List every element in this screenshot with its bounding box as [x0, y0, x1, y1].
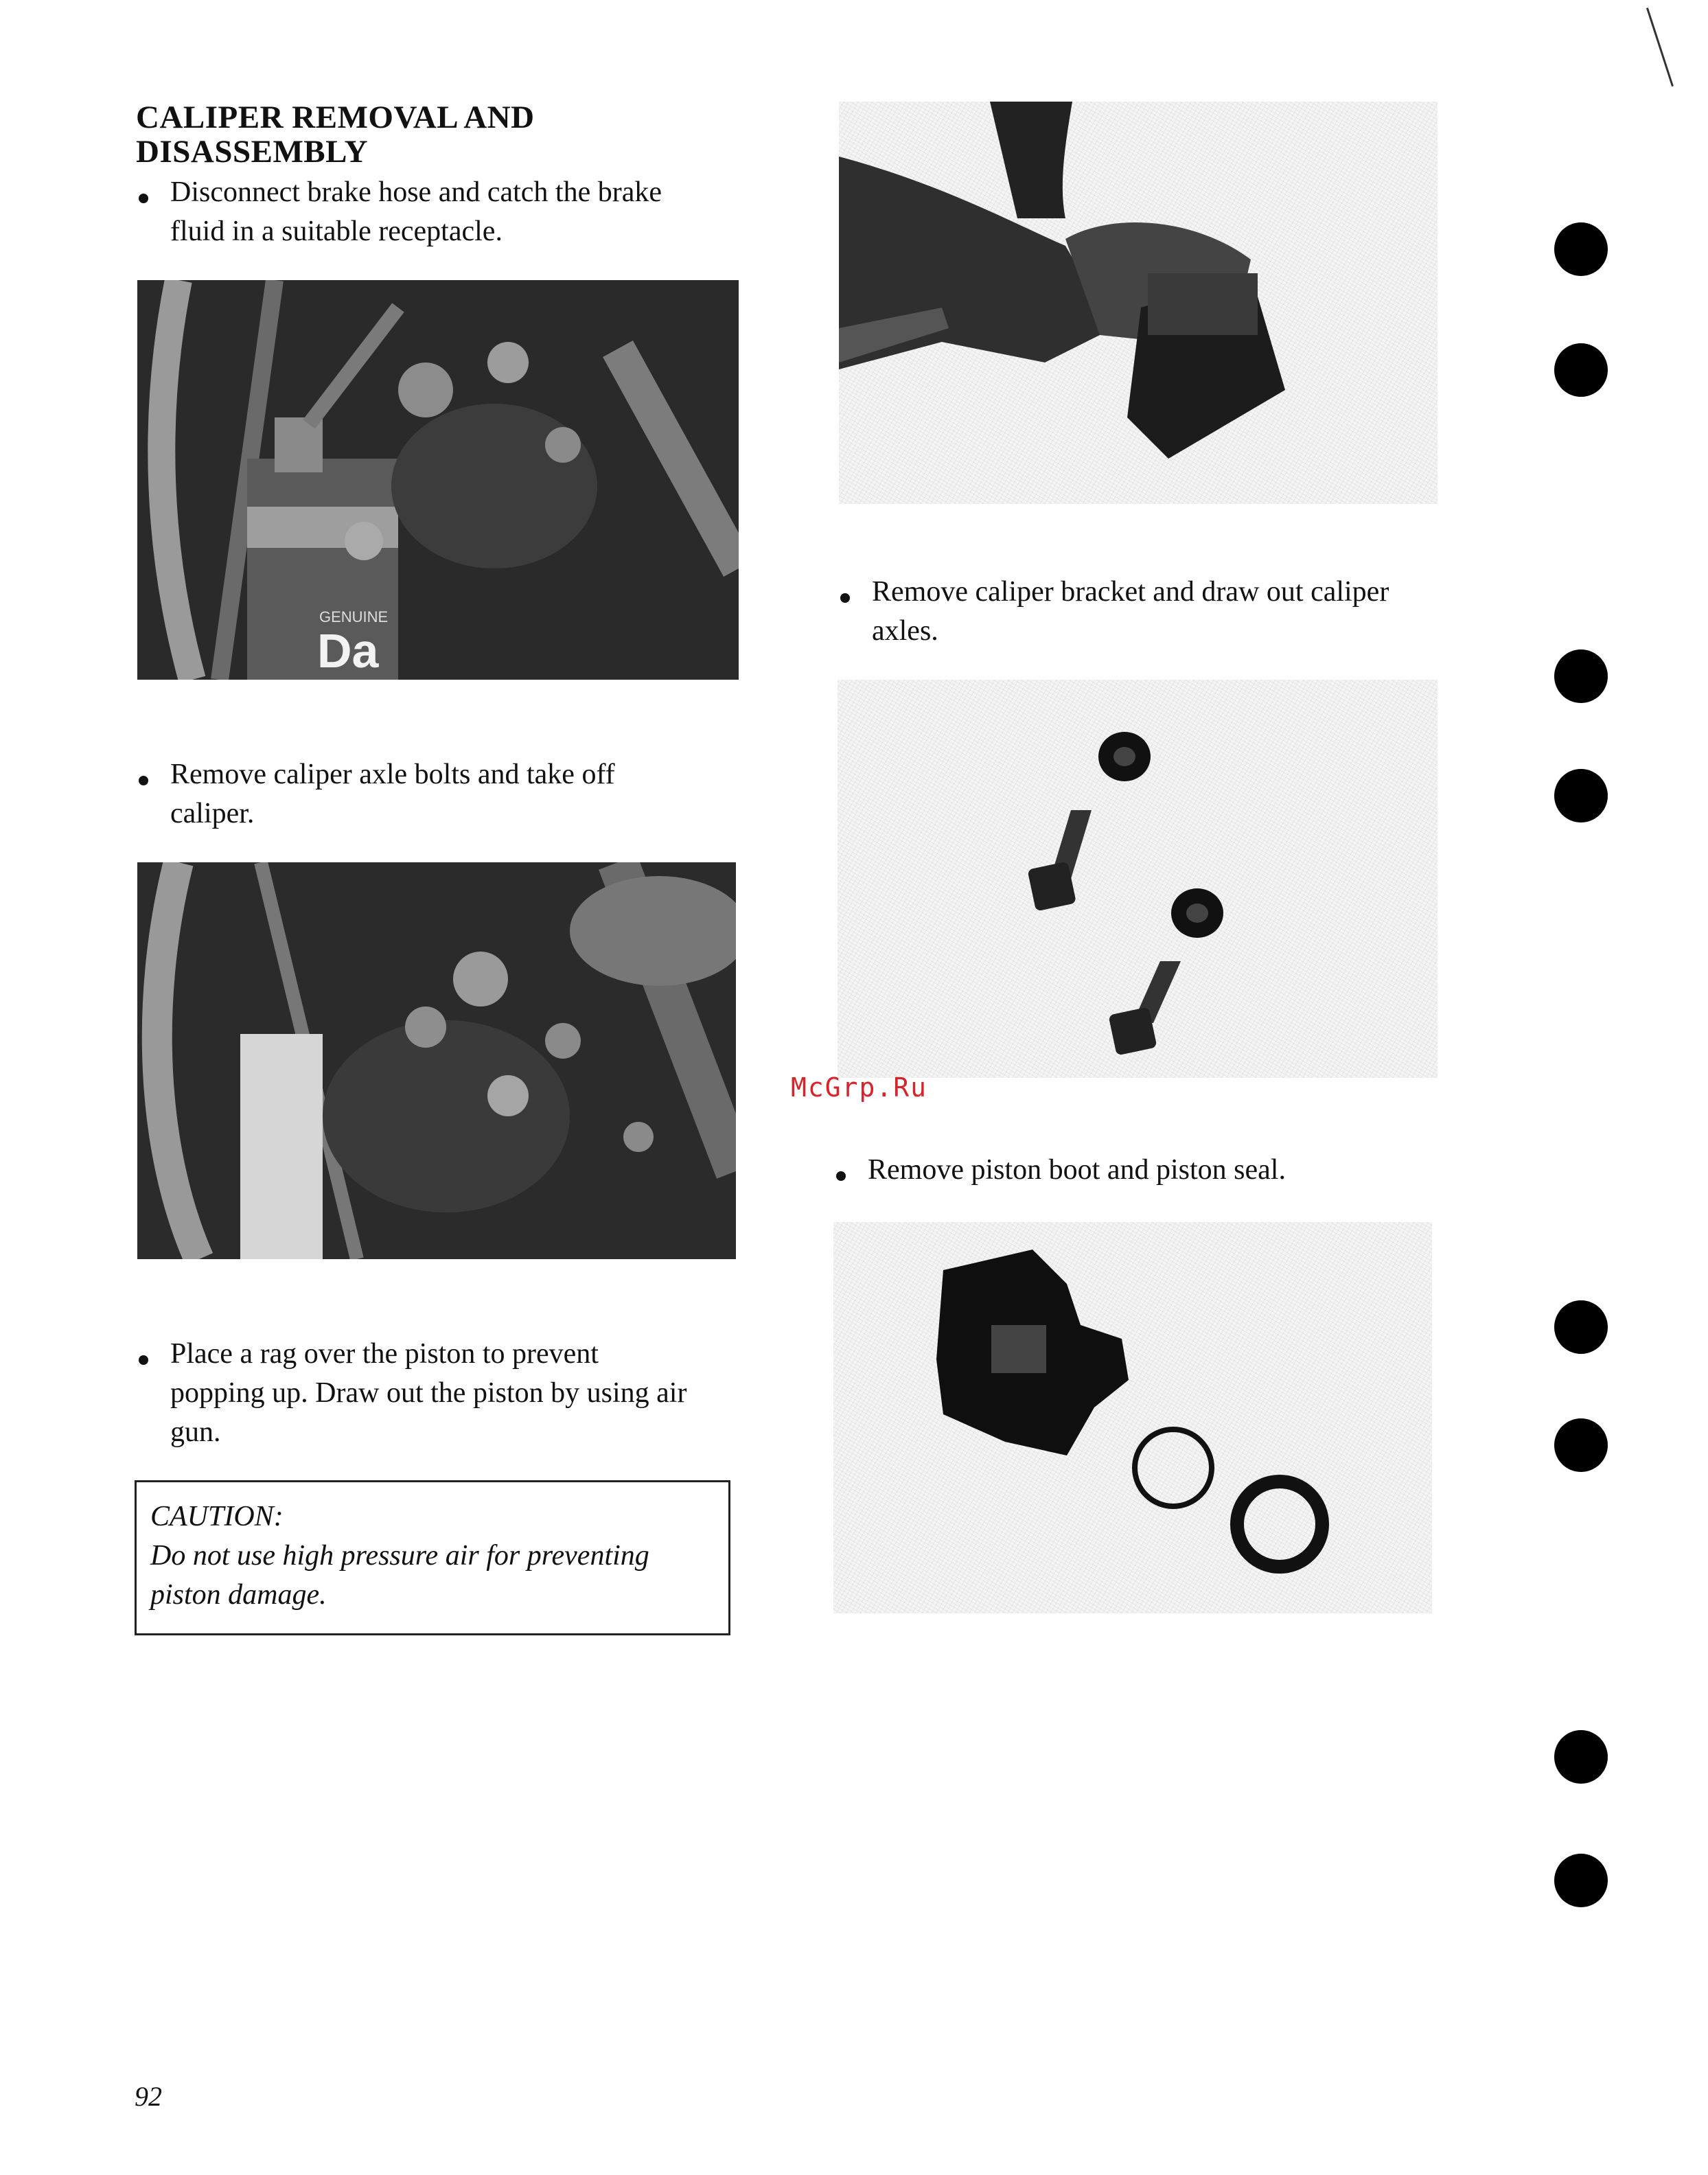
bullet-icon: [840, 593, 850, 603]
binder-hole-icon: [1554, 1854, 1608, 1907]
photo-caliper-on-fork: [137, 862, 736, 1259]
photo-removing-caliper-bracket: [839, 102, 1438, 504]
step-disconnect-hose: [136, 173, 747, 251]
binder-hole-icon: [1554, 222, 1608, 276]
step-line: axles.: [872, 615, 938, 647]
photo-piston-boot-seal: [833, 1222, 1432, 1613]
caution-title: CAUTION:: [150, 1501, 284, 1532]
can-label-brand: Da: [317, 624, 379, 678]
section-heading-line2: DISASSEMBLY: [136, 134, 369, 170]
binder-hole-icon: [1554, 1418, 1608, 1472]
step-line: Remove piston boot and piston seal.: [868, 1154, 1286, 1186]
step-line: popping up. Draw out the piston by using air: [170, 1377, 687, 1409]
step-remove-axle-bolts: [136, 755, 740, 833]
bullet-icon: [836, 1171, 846, 1181]
step-line: caliper.: [170, 798, 255, 829]
binder-hole-icon: [1554, 769, 1608, 822]
step-line: fluid in a suitable receptacle.: [170, 216, 503, 247]
caution-line: piston damage.: [150, 1579, 327, 1611]
step-line: gun.: [170, 1416, 221, 1448]
can-label-genuine: GENUINE: [319, 608, 389, 625]
page-number: 92: [135, 2081, 162, 2112]
caution-box: [135, 1480, 730, 1635]
step-remove-bracket: [838, 573, 1442, 651]
photo-caliper-axles: [838, 680, 1438, 1078]
scan-mark: [1646, 8, 1674, 87]
bullet-icon: [139, 194, 148, 203]
section-heading-line1: CALIPER REMOVAL AND: [136, 100, 535, 135]
caution-line: Do not use high pressure air for preventing: [150, 1540, 649, 1572]
step-line: Remove caliper axle bolts and take off: [170, 759, 615, 790]
step-draw-out-piston: [136, 1335, 739, 1452]
watermark-text: McGrp.Ru: [791, 1072, 928, 1103]
step-line: Disconnect brake hose and catch the brake: [170, 176, 662, 208]
photo-brake-hose-drain: [137, 280, 739, 680]
step-line: Place a rag over the piston to prevent: [170, 1338, 599, 1370]
section-heading: [136, 100, 535, 169]
binder-hole-icon: [1554, 1300, 1608, 1354]
step-line: Remove caliper bracket and draw out caliper: [872, 576, 1389, 608]
step-remove-boot-seal: [833, 1151, 1438, 1190]
bullet-icon: [139, 1355, 148, 1365]
binder-hole-icon: [1554, 343, 1608, 397]
binder-hole-icon: [1554, 649, 1608, 703]
binder-hole-icon: [1554, 1730, 1608, 1784]
bullet-icon: [139, 776, 148, 785]
